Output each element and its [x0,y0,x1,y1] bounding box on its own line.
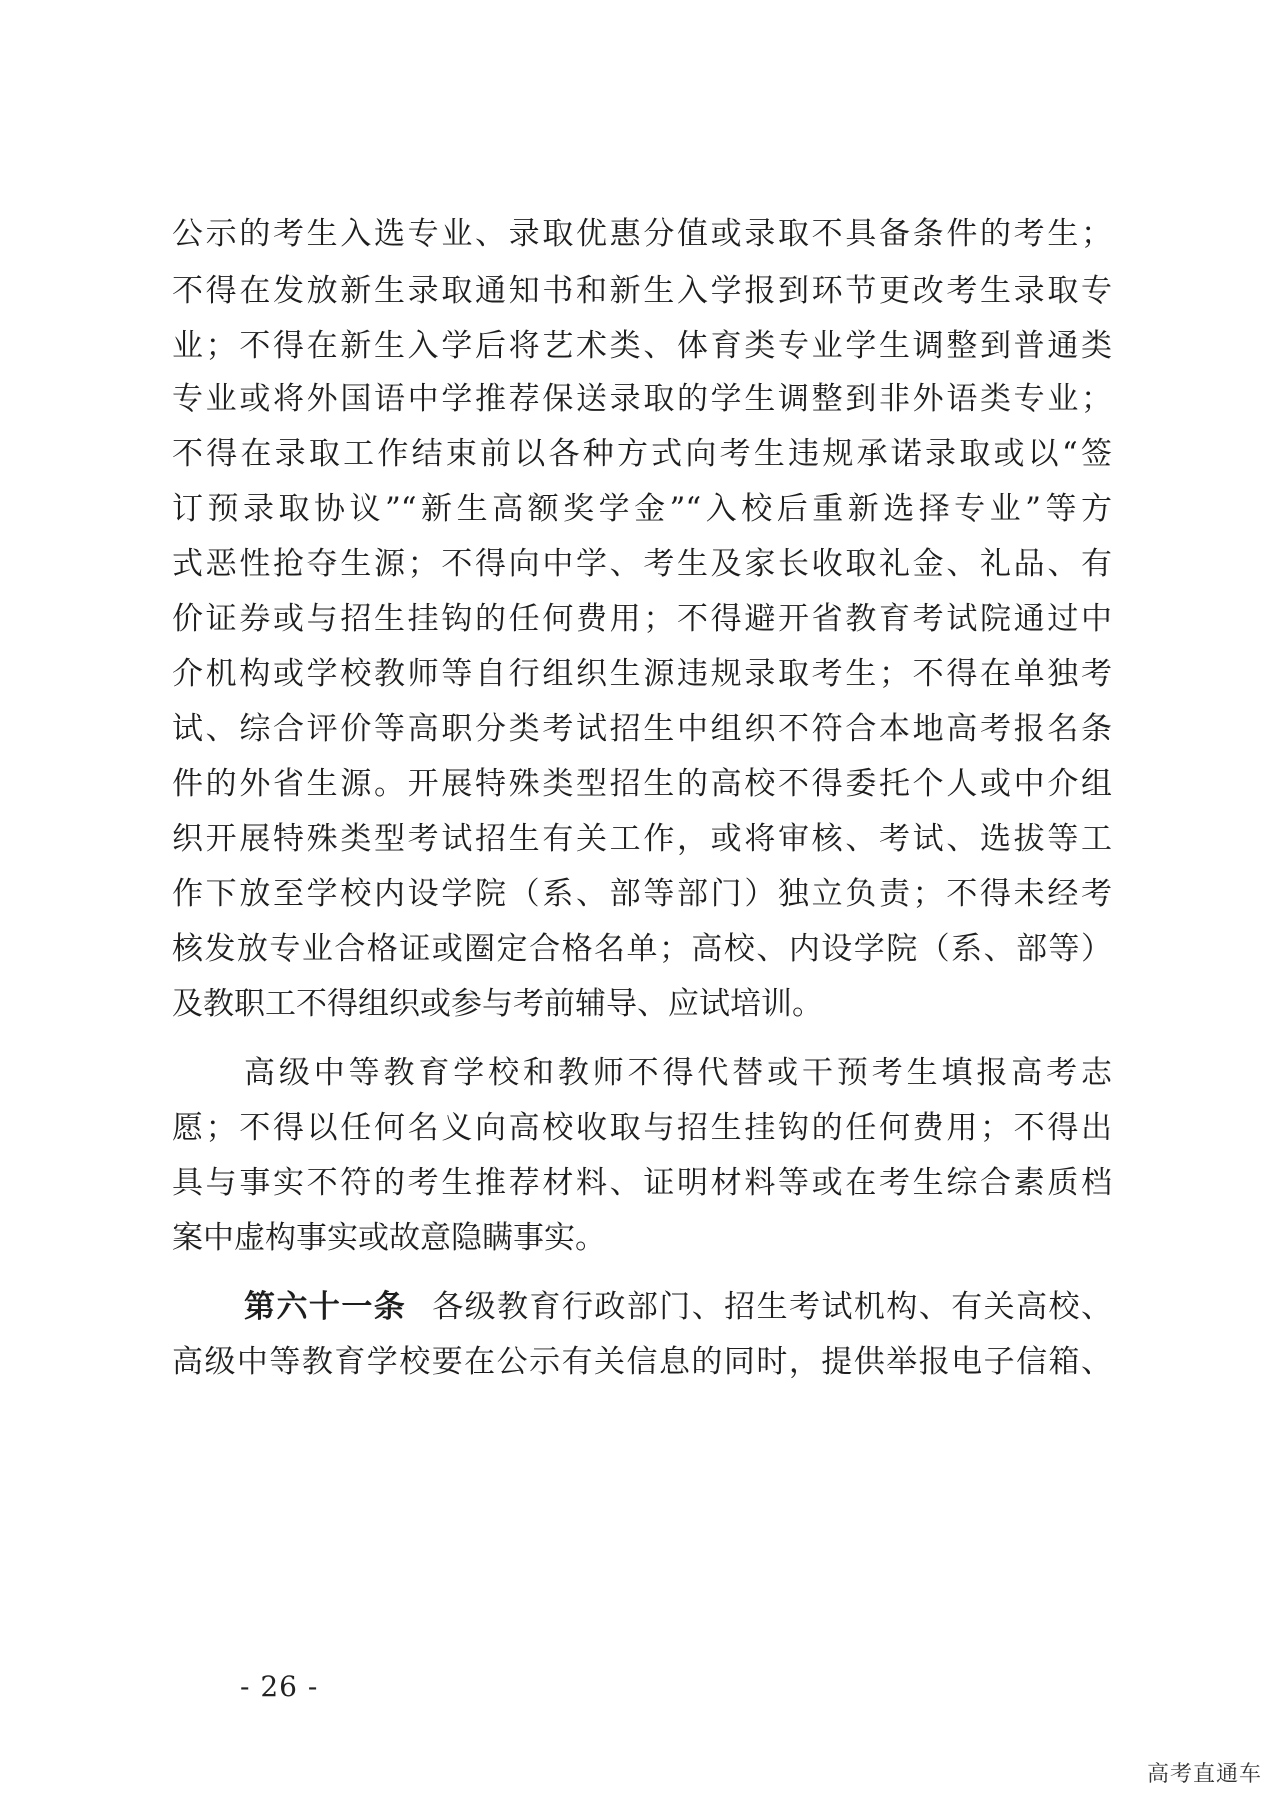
body-text-line: 核发放专业合格证或圈定合格名单；高校、内设学院（系、部等） [172,931,1112,967]
body-text-line: 具与事实不符的考生推荐材料、证明材料等或在考生综合素质档 [172,1165,1112,1201]
paragraph-first-line: 高级中等教育学校和教师不得代替或干预考生填报高考志 [244,1055,1112,1091]
body-text-line: 不得在录取工作结束前以各种方式向考生违规承诺录取或以“签 [172,436,1112,472]
body-text-line: 式恶性抢夺生源；不得向中学、考生及家长收取礼金、礼品、有 [172,546,1112,582]
article-text: 各级教育行政部门、招生考试机构、有关高校、 [432,1289,1113,1325]
body-text-line: 订预录取协议”“新生高额奖学金”“入校后重新选择专业”等方 [172,491,1112,527]
body-text-line: 试、综合评价等高职分类考试招生中组织不符合本地高考报名条 [172,711,1112,747]
body-text-line: 高级中等教育学校要在公示有关信息的同时，提供举报电子信箱、 [172,1344,1112,1380]
body-text-line: 作下放至学校内设学院（系、部等部门）独立负责；不得未经考 [172,876,1112,912]
body-text-line: 不得在发放新生录取通知书和新生入学报到环节更改考生录取专 [172,273,1112,309]
body-text-line: 价证券或与招生挂钩的任何费用；不得避开省教育考试院通过中 [172,601,1112,637]
body-text-line: 愿；不得以任何名义向高校收取与招生挂钩的任何费用；不得出 [172,1110,1112,1146]
body-text-line: 专业或将外国语中学推荐保送录取的学生调整到非外语类专业； [172,381,1112,417]
page-number: - 26 - [240,1670,319,1703]
article-heading: 第六十一条 [244,1289,407,1325]
body-text-line: 介机构或学校教师等自行组织生源违规录取考生；不得在单独考 [172,656,1112,692]
body-text-line: 业；不得在新生入学后将艺术类、体育类专业学生调整到普通类 [172,328,1112,364]
body-text-line: 及教职工不得组织或参与考前辅导、应试培训。 [172,986,823,1022]
body-text-line: 案中虚构事实或故意隐瞒事实。 [172,1220,606,1256]
source-watermark: 高考直通车 [1146,1762,1262,1787]
article-61-first-line [244,1281,1112,1333]
body-text-line: 件的外省生源。开展特殊类型招生的高校不得委托个人或中介组 [172,766,1112,802]
body-text-line: 织开展特殊类型考试招生有关工作，或将审核、考试、选拔等工 [172,821,1112,857]
body-text-line: 公示的考生入选专业、录取优惠分值或录取不具备条件的考生； [172,216,1112,252]
